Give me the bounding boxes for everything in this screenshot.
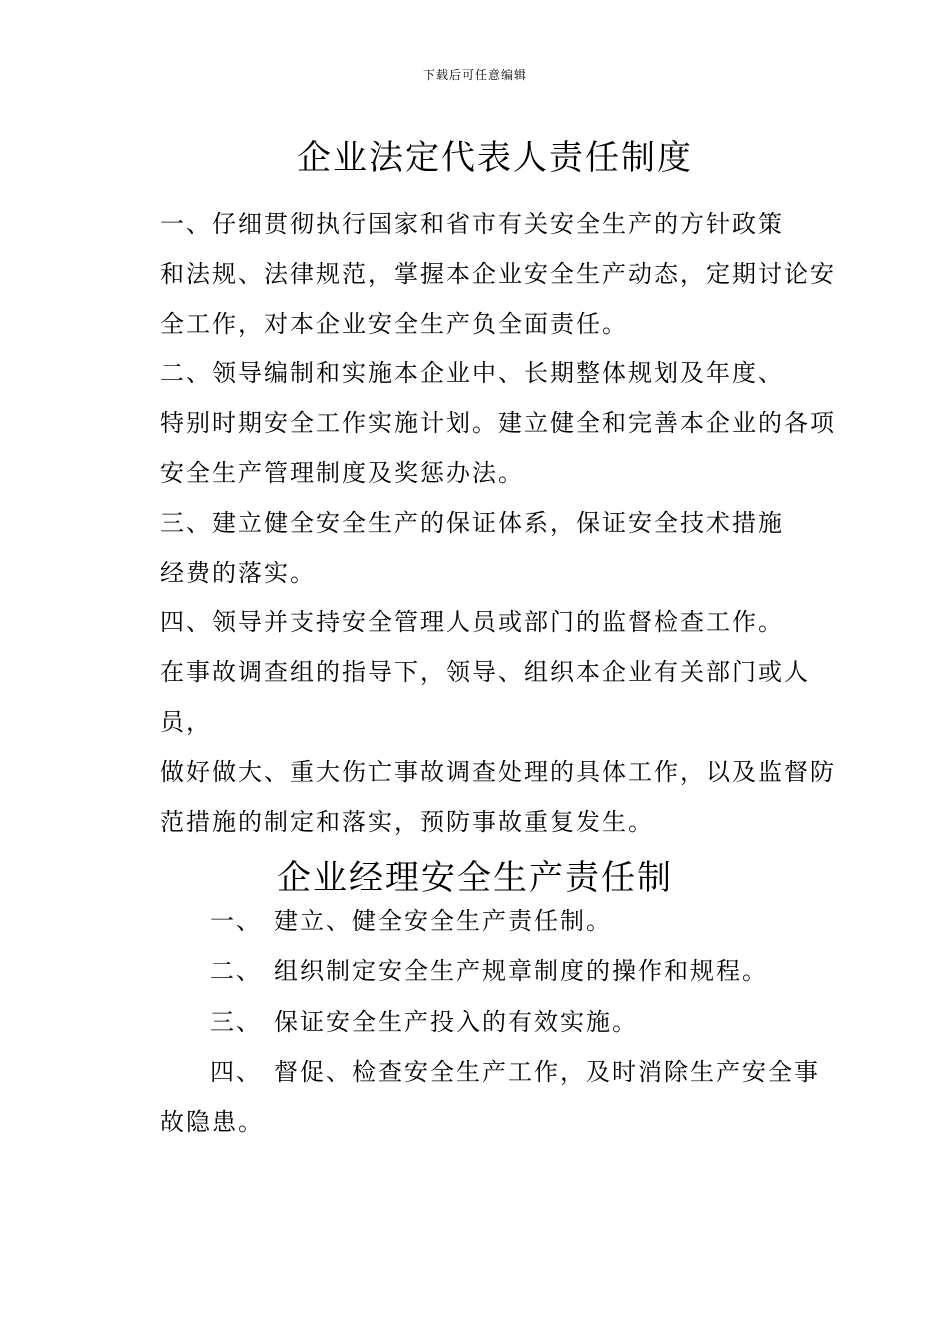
paragraph-4: 四、领导并支持安全管理人员或部门的监督检查工作。 在事故调查组的指导下，领导、组织本企业有关部门或人员， 做好做大、重大伤亡事故调查处理的具体工作，以及监督防 范措施的制定和落实，预防事故重复发生。: [160, 608, 836, 836]
list-item-number: 二、: [210, 957, 262, 985]
list-item-text: 建立、健全安全生产责任制。: [274, 907, 612, 935]
header-note: 下载后可任意编辑: [422, 68, 527, 82]
list-item-number: 三、: [210, 1008, 262, 1036]
paragraph-2: 二、领导编制和实施本企业中、长期整体规划及年度、 特别时期安全工作实施计划。建立健全和完善本企业的各项 安全生产管理制度及奖惩办法。: [160, 359, 836, 487]
list-item: [210, 896, 830, 946]
list-item-continuation: 故隐患。: [160, 1108, 264, 1136]
list-item-text: 组织制定安全生产规章制度的操作和规程。: [274, 957, 768, 985]
list-item-text: 保证安全生产投入的有效实施。: [274, 1008, 638, 1036]
list-item: [210, 1047, 830, 1097]
list-item: [210, 946, 830, 996]
section-title-legal-representative: 企业法定代表人责任制度: [297, 138, 693, 178]
list-item-number: 一、: [210, 907, 262, 935]
section-title-manager-responsibility: 企业经理安全生产责任制: [277, 858, 673, 898]
list-item: [210, 997, 830, 1047]
paragraph-3: 三、建立健全安全生产的保证体系，保证安全技术措施 经费的落实。: [160, 509, 784, 587]
paragraph-1: 一、仔细贯彻执行国家和省市有关安全生产的方针政策 和法规、法律规范，掌握本企业安全生产动态，定期讨论安 全工作，对本企业安全生产负全面责任。: [160, 210, 836, 338]
list-item-text: 督促、检查安全生产工作，及时消除生产安全事: [274, 1058, 820, 1086]
list-item-number: 四、: [210, 1058, 262, 1086]
